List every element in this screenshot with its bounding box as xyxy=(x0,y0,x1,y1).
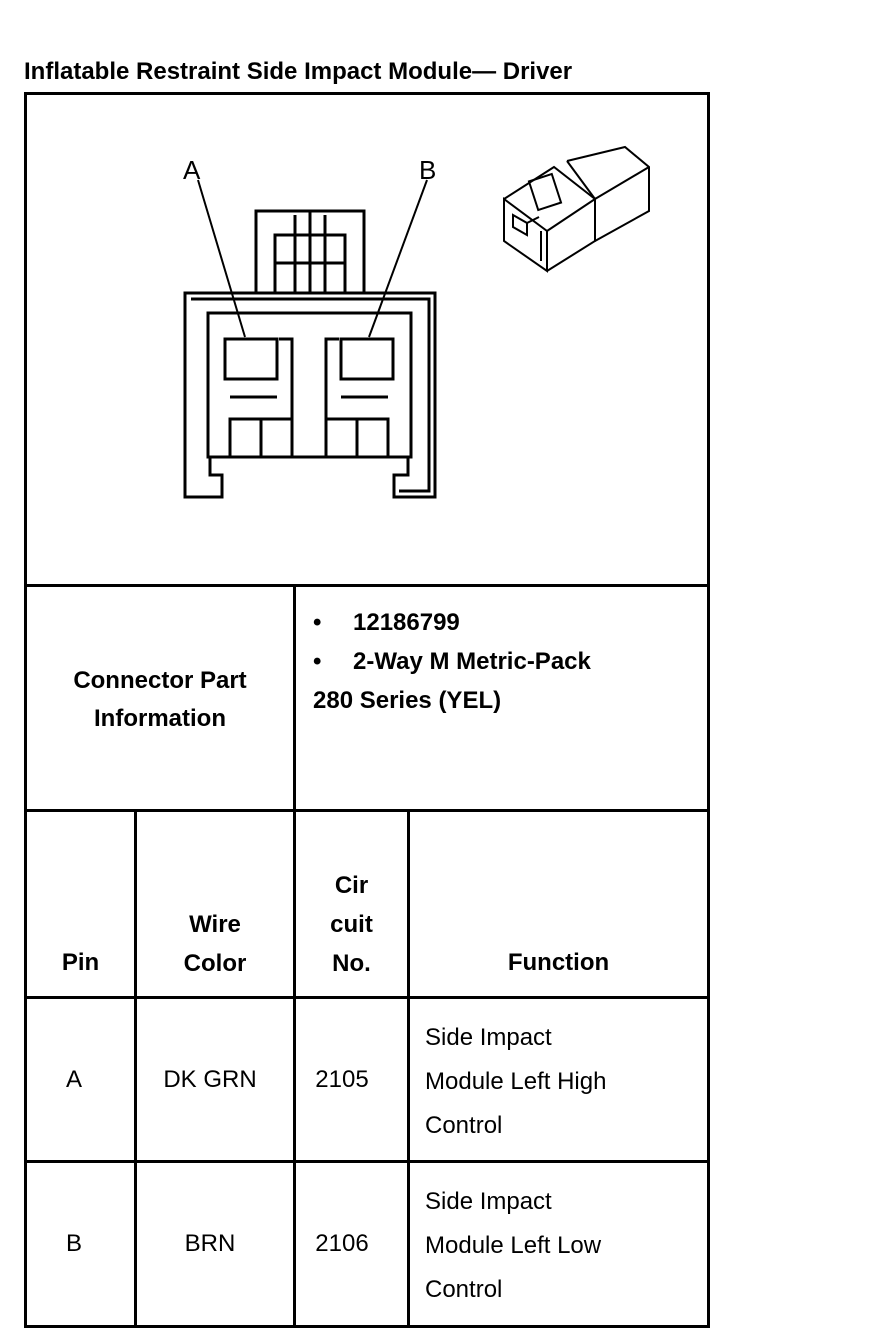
connector-face-drawing xyxy=(27,95,707,585)
header-circuit-no xyxy=(296,866,407,983)
row-a-function-line3: Control xyxy=(425,1112,503,1139)
header-circuit-line1: Cir xyxy=(334,872,369,899)
connector-info-details xyxy=(313,603,703,720)
row-b-function-line2: Module Left Low xyxy=(425,1232,602,1259)
connector-series: 280 Series (YEL) xyxy=(313,687,502,714)
row-a-function-line1: Side Impact xyxy=(425,1024,552,1051)
header-wire-color-line1: Wire xyxy=(189,911,241,938)
header-wire-color-line2: Color xyxy=(183,950,247,977)
connector-info-label-line2: Information xyxy=(94,705,226,732)
row-b-wire-color: BRN xyxy=(184,1230,236,1257)
header-pin: Pin xyxy=(61,949,100,976)
connector-info-label-line1: Connector Part xyxy=(73,667,247,694)
header-function: Function xyxy=(507,949,610,976)
pin-a-label: A xyxy=(183,155,201,185)
row-a-pin: A xyxy=(65,1066,82,1093)
divider-info-col xyxy=(293,586,296,811)
header-circuit-line2: cuit xyxy=(330,911,373,938)
row-b-circuit: 2106 xyxy=(315,1230,369,1257)
row-a-function xyxy=(425,1016,705,1148)
header-wire-color xyxy=(137,905,293,983)
row-b-function-line1: Side Impact xyxy=(425,1188,552,1215)
connector-type: 2-Way M Metric-Pack xyxy=(353,648,591,675)
row-b-function xyxy=(425,1180,705,1312)
connector-info-label xyxy=(27,662,293,738)
connector-diagram xyxy=(27,95,707,585)
divider-col-3 xyxy=(407,811,410,1328)
part-number-item: • 12186799 xyxy=(313,609,460,636)
row-a-circuit: 2105 xyxy=(315,1066,369,1093)
page-title: Inflatable Restraint Side Impact Module— Driver xyxy=(24,58,573,85)
connector-info-bullets xyxy=(313,603,703,681)
row-a-wire-color: DK GRN xyxy=(163,1066,257,1093)
row-a-function-line2: Module Left High xyxy=(425,1068,607,1095)
connector-isometric-drawing xyxy=(504,147,649,271)
connector-type-item: • 2-Way M Metric-Pack xyxy=(313,648,591,675)
divider-row-a xyxy=(24,1160,710,1163)
pin-b-label: B xyxy=(419,155,437,185)
divider-header xyxy=(24,996,710,999)
row-b-function-line3: Control xyxy=(425,1276,503,1303)
divider-info xyxy=(24,809,710,812)
header-circuit-line3: No. xyxy=(332,950,371,977)
part-number: 12186799 xyxy=(353,609,460,636)
row-b-pin: B xyxy=(65,1230,82,1257)
